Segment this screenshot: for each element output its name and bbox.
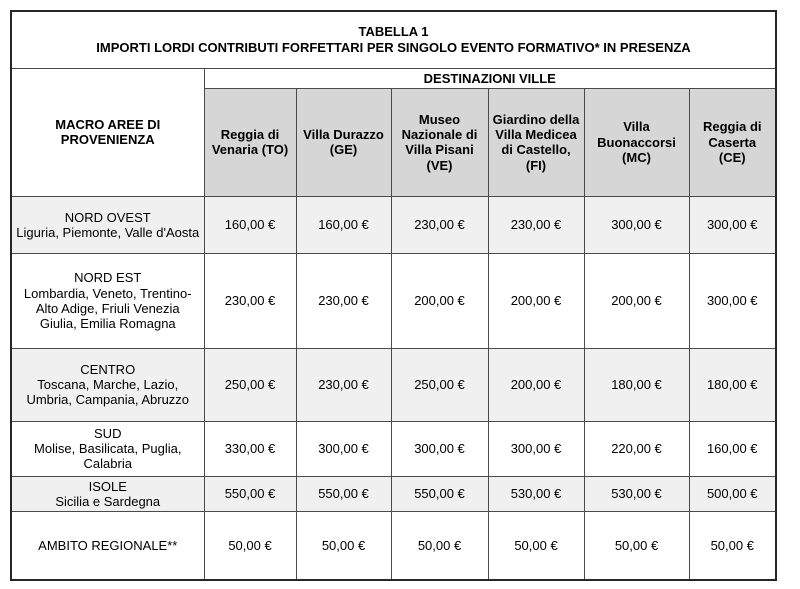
area-regions: Sicilia e Sardegna <box>55 494 161 510</box>
value-cell: 180,00 € <box>584 348 689 421</box>
area-name: NORD OVEST <box>64 209 151 225</box>
value-cell: 50,00 € <box>296 512 391 580</box>
value-cell: 230,00 € <box>296 253 391 348</box>
area-name: ISOLE <box>88 478 127 494</box>
value-cell: 200,00 € <box>391 253 488 348</box>
area-regions: Liguria, Piemonte, Valle d'Aosta <box>16 224 200 240</box>
value-cell: 300,00 € <box>488 421 584 476</box>
destinations-header-label: DESTINAZIONI VILLE <box>423 70 556 86</box>
column-header-villa-pisani: Museo Nazionale di Villa Pisani (VE) <box>391 88 488 196</box>
table-row-sud <box>11 421 776 476</box>
area-regions: Lombardia, Veneto, Trentino-Alto Adige, Friuli Venezia Giulia, Emilia Romagna <box>23 285 192 332</box>
table-row-nord-ovest <box>11 196 776 253</box>
area-name: AMBITO REGIONALE** <box>38 538 178 554</box>
row-label-cell <box>11 476 204 512</box>
table-row-centro <box>11 348 776 421</box>
value-cell: 160,00 € <box>296 196 391 253</box>
table-row-nord-est <box>11 253 776 348</box>
value-cell: 300,00 € <box>391 421 488 476</box>
corner-header-label: MACRO AREE DI PROVENIENZA <box>55 116 161 148</box>
row-label-cell <box>11 253 204 348</box>
contributions-table <box>10 10 777 581</box>
value-cell: 300,00 € <box>296 421 391 476</box>
value-cell: 530,00 € <box>584 476 689 512</box>
value-cell: 530,00 € <box>488 476 584 512</box>
column-header-villa-durazzo: Villa Durazzo (GE) <box>296 88 391 196</box>
value-cell: 200,00 € <box>488 253 584 348</box>
value-cell: 500,00 € <box>689 476 776 512</box>
row-label-cell <box>11 196 204 253</box>
value-cell: 250,00 € <box>204 348 296 421</box>
row-label-cell <box>11 348 204 421</box>
table-row-ambito-regionale <box>11 512 776 580</box>
value-cell: 50,00 € <box>204 512 296 580</box>
column-header-villa-medicea: Giardino della Villa Medicea di Castello, (FI) <box>488 88 584 196</box>
value-cell: 50,00 € <box>689 512 776 580</box>
value-cell: 230,00 € <box>488 196 584 253</box>
value-cell: 220,00 € <box>584 421 689 476</box>
table-title-line2: IMPORTI LORDI CONTRIBUTI FORFETTARI PER SINGOLO EVENTO FORMATIVO* IN PRESENZA <box>96 39 691 55</box>
value-cell: 550,00 € <box>391 476 488 512</box>
area-name: CENTRO <box>80 361 136 377</box>
value-cell: 180,00 € <box>689 348 776 421</box>
value-cell: 50,00 € <box>391 512 488 580</box>
row-label-cell <box>11 512 204 580</box>
value-cell: 230,00 € <box>204 253 296 348</box>
value-cell: 230,00 € <box>296 348 391 421</box>
value-cell: 200,00 € <box>584 253 689 348</box>
value-cell: 250,00 € <box>391 348 488 421</box>
area-regions: Toscana, Marche, Lazio, Umbria, Campania, Abruzzo <box>26 377 190 408</box>
value-cell: 200,00 € <box>488 348 584 421</box>
area-name: NORD EST <box>74 270 142 286</box>
value-cell: 330,00 € <box>204 421 296 476</box>
value-cell: 300,00 € <box>584 196 689 253</box>
column-header-reggia-venaria: Reggia di Venaria (TO) <box>204 88 296 196</box>
row-label-cell <box>11 421 204 476</box>
area-name: SUD <box>94 425 122 441</box>
value-cell: 160,00 € <box>689 421 776 476</box>
column-header-reggia-caserta: Reggia di Caserta (CE) <box>689 88 776 196</box>
area-regions: Molise, Basilicata, Puglia, Calabria <box>34 441 182 472</box>
corner-header-cell <box>11 68 204 196</box>
value-cell: 550,00 € <box>296 476 391 512</box>
value-cell: 300,00 € <box>689 196 776 253</box>
table-row-isole <box>11 476 776 512</box>
value-cell: 550,00 € <box>204 476 296 512</box>
value-cell: 50,00 € <box>584 512 689 580</box>
value-cell: 300,00 € <box>689 253 776 348</box>
table-title-cell <box>11 11 776 68</box>
value-cell: 50,00 € <box>488 512 584 580</box>
table-title-line1: TABELLA 1 <box>358 24 429 40</box>
destinations-header-cell <box>204 68 776 88</box>
value-cell: 230,00 € <box>391 196 488 253</box>
column-header-villa-buonaccorsi: Villa Buonaccorsi (MC) <box>584 88 689 196</box>
value-cell: 160,00 € <box>204 196 296 253</box>
